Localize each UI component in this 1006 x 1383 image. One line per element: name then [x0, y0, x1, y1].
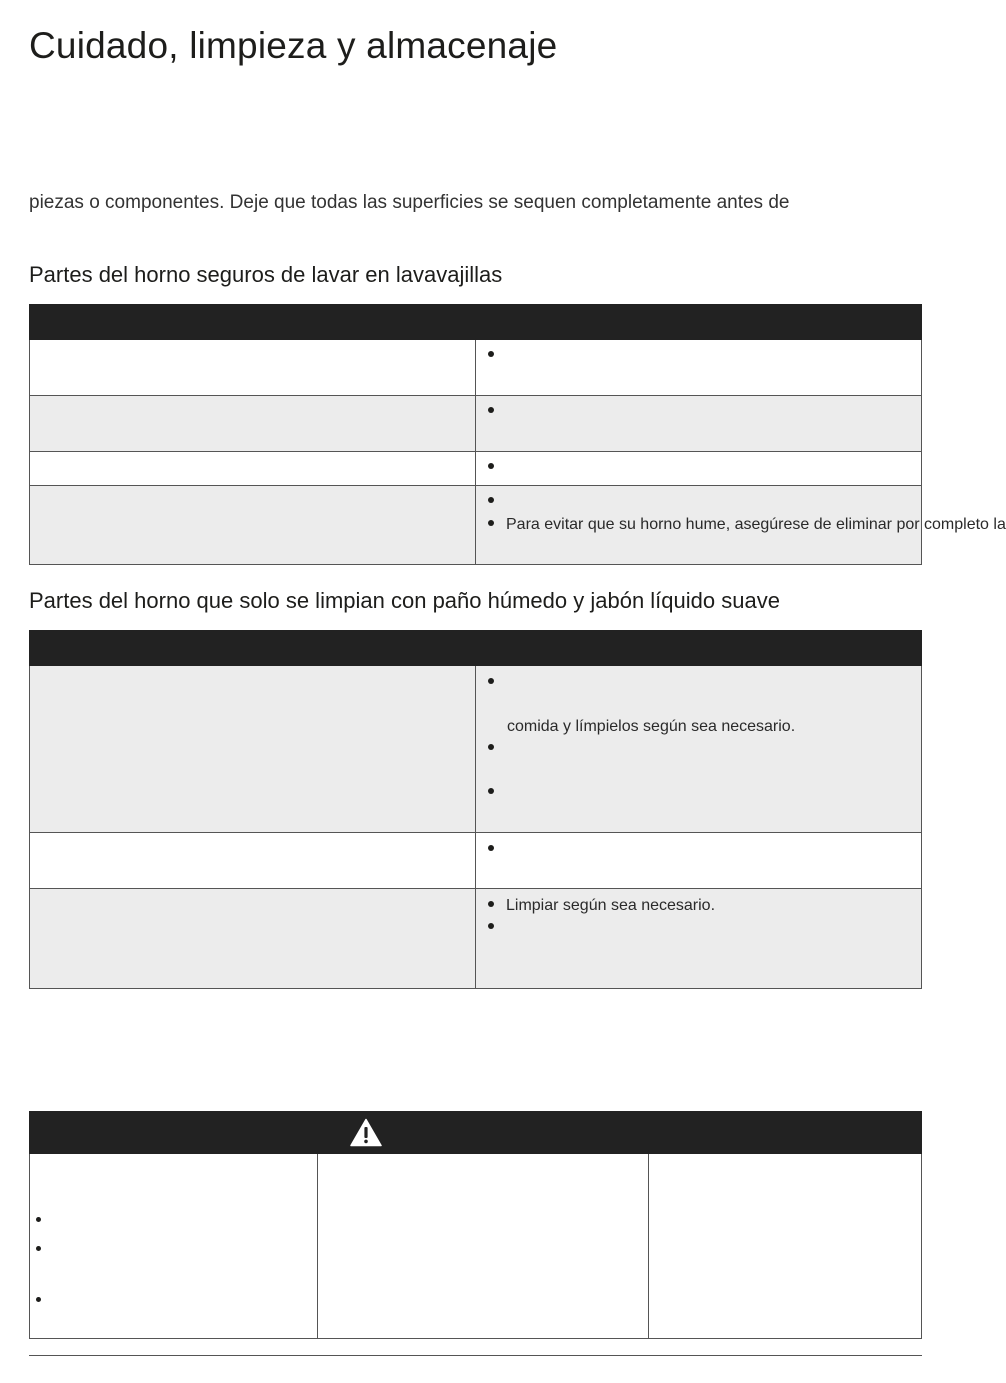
table-cell-instructions [476, 666, 922, 833]
table-header-row [30, 305, 922, 340]
table-cell-instructions [476, 833, 922, 889]
bullet-continuation-text: comida y límpielos según sea necesario. [507, 718, 796, 735]
table-cell-part [30, 396, 476, 452]
warning-header-bar [29, 1111, 922, 1154]
list-bullet [36, 1297, 41, 1302]
intro-paragraph: piezas o componentes. Deje que todas las superficies se sequen completamente antes de [29, 192, 790, 213]
table-cell-part [30, 833, 476, 889]
table-cell-instructions [476, 486, 1006, 565]
page-title: Cuidado, limpieza y almacenaje [29, 25, 558, 66]
table-cell-part [30, 486, 476, 565]
list-bullet [488, 492, 506, 512]
list-bullet [488, 402, 506, 422]
table-cell-part [30, 452, 476, 486]
table-cell-part [30, 889, 476, 989]
list-bullet [488, 739, 506, 759]
list-bullet [488, 840, 506, 860]
table-header-row [30, 631, 922, 666]
list-bullet [488, 458, 506, 478]
table-cell-part [30, 666, 476, 833]
footer-divider [29, 1355, 922, 1356]
warning-triangle-icon [350, 1118, 382, 1147]
bullet-text: Para evitar que su horno hume, asegúrese de eliminar por completo la [506, 516, 1006, 533]
table-row [30, 889, 922, 989]
table-row [30, 340, 922, 396]
table-header-cell [476, 631, 922, 666]
column-divider [317, 1154, 318, 1339]
bullet-text: Limpiar según sea necesario. [506, 897, 716, 914]
table-row [30, 396, 922, 452]
table-cell-part [30, 340, 476, 396]
table-cell-instructions [476, 889, 922, 989]
table-row [30, 833, 922, 889]
list-bullet [36, 1217, 41, 1222]
table-cell-instructions [476, 340, 922, 396]
table-row [30, 666, 922, 833]
column-divider [648, 1154, 649, 1339]
list-bullet [488, 918, 506, 938]
dishwasher-safe-table [29, 304, 1006, 565]
section-heading-dishwasher-safe: Partes del horno seguros de lavar en lavavajillas [29, 262, 503, 287]
warning-content-box [29, 1154, 922, 1339]
table-header-cell [476, 305, 922, 340]
table-row [30, 486, 922, 565]
list-bullet [488, 515, 1006, 535]
list-bullet [488, 896, 715, 916]
list-bullet [36, 1246, 41, 1251]
list-bullet [488, 673, 506, 693]
table-cell-instructions [476, 396, 922, 452]
list-bullet [488, 346, 506, 366]
damp-cloth-table [29, 630, 922, 989]
section-heading-damp-cloth: Partes del horno que solo se limpian con paño húmedo y jabón líquido suave [29, 588, 780, 613]
table-header-cell [30, 631, 476, 666]
table-header-cell [30, 305, 476, 340]
table-row [30, 452, 922, 486]
list-bullet [488, 783, 506, 803]
table-cell-instructions [476, 452, 922, 486]
